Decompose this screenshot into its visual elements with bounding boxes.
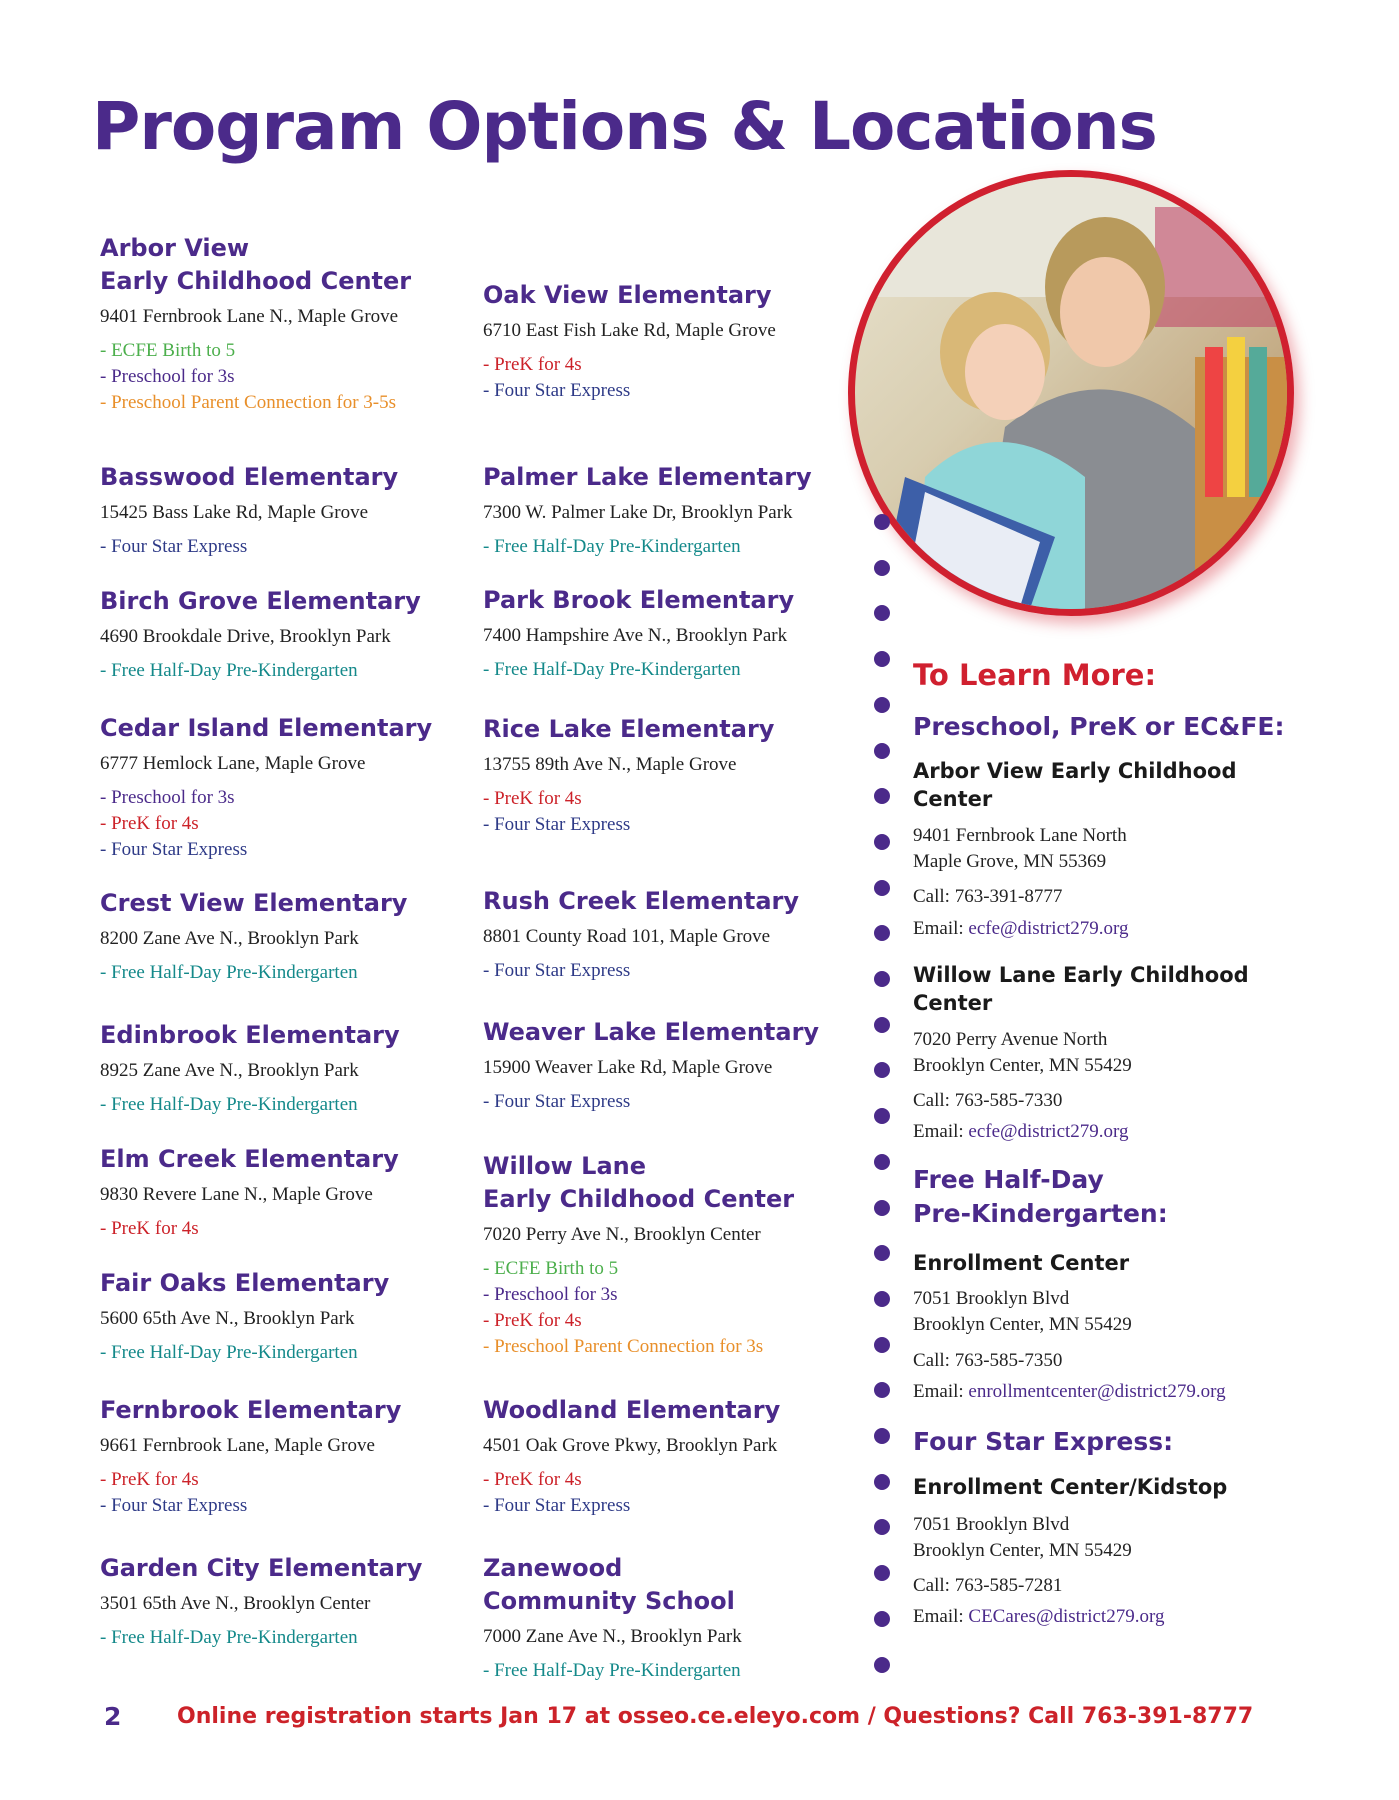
program-item: - Four Star Express [100,536,248,557]
location-name: Basswood Elementary [100,463,399,491]
location-name: Birch Grove Elementary [100,587,421,615]
program-item: - Free Half-Day Pre-Kindergarten [100,1094,358,1115]
program-item: - Preschool for 3s [100,787,235,808]
program-list [100,1340,480,1366]
bullet-dot-icon [874,1565,890,1581]
program-item: - Free Half-Day Pre-Kindergarten [100,1627,358,1648]
location-address: 15900 Weaver Lake Rd, Maple Grove [483,1057,773,1078]
program-list [100,960,480,986]
location-entry [483,885,863,984]
location-entry [100,461,480,560]
location-entry [100,1394,480,1519]
contact-phone: Call: 763-585-7330 [913,1090,1063,1111]
contact-address-line2: Brooklyn Center, MN 55429 [913,1055,1132,1076]
bullet-dot-icon [874,560,890,576]
bullet-dot-icon [874,1428,890,1444]
contact-email-row [913,1119,1129,1145]
bullet-dot-icon [874,1382,890,1398]
location-entry [483,1394,863,1519]
contact-address-line2: Maple Grove, MN 55369 [913,851,1107,872]
program-item: - Four Star Express [483,380,631,401]
bullet-dot-icon [874,925,890,941]
contact-phone: Call: 763-585-7281 [913,1575,1063,1596]
email-label: Email: [913,1381,969,1402]
bullet-dot-icon [874,880,890,896]
location-address: 9830 Revere Lane N., Maple Grove [100,1184,373,1205]
contact-phone: Call: 763-391-8777 [913,886,1063,907]
bullet-dot-icon [874,1519,890,1535]
location-address: 4690 Brookdale Drive, Brooklyn Park [100,626,391,647]
contact-address-line2: Brooklyn Center, MN 55429 [913,1540,1132,1561]
contact-address-line2: Brooklyn Center, MN 55429 [913,1314,1132,1335]
location-address: 9661 Fernbrook Lane, Maple Grove [100,1435,375,1456]
location-entry [483,1016,863,1115]
program-list [483,1089,863,1115]
bullet-dot-icon [874,651,890,667]
email-link[interactable]: CECares@district279.org [968,1606,1165,1627]
location-entry [483,584,863,683]
program-item: - ECFE Birth to 5 [100,340,236,361]
location-name: Fair Oaks Elementary [100,1269,390,1297]
program-item: - Preschool for 3s [100,366,235,387]
location-address: 9401 Fernbrook Lane N., Maple Grove [100,306,399,327]
location-address: 8801 County Road 101, Maple Grove [483,926,771,947]
contact-email-row [913,1379,1226,1405]
location-address: 3501 65th Ave N., Brooklyn Center [100,1593,371,1614]
location-address: 6710 East Fish Lake Rd, Maple Grove [483,320,776,341]
bullet-dot-icon [874,1017,890,1033]
email-link[interactable]: ecfe@district279.org [968,1121,1129,1142]
location-name: Willow Lane Early Childhood Center [483,1152,795,1213]
program-item: - Four Star Express [100,1495,248,1516]
program-item: - Preschool Parent Connection for 3s [483,1336,764,1357]
location-entry [100,1552,480,1651]
program-item: - PreK for 4s [100,1218,199,1239]
location-name: Zanewood Community School [483,1554,735,1615]
location-address: 4501 Oak Grove Pkwy, Brooklyn Park [483,1435,778,1456]
program-item: - Four Star Express [483,814,631,835]
program-item: - Four Star Express [483,1495,631,1516]
location-entry [100,1143,480,1242]
program-list [100,1625,480,1651]
email-label: Email: [913,918,969,939]
photo-mother-reading-to-child [848,170,1294,616]
program-list [100,658,480,684]
location-name: Edinbrook Elementary [100,1021,400,1049]
program-list [100,534,480,560]
location-entry [100,585,480,684]
bullet-dot-icon [874,834,890,850]
bullet-dot-icon [874,1474,890,1490]
email-label: Email: [913,1121,969,1142]
bullet-dot-icon [874,1245,890,1261]
program-item: - PreK for 4s [483,1310,582,1331]
program-item: - Four Star Express [100,839,248,860]
location-address: 8925 Zane Ave N., Brooklyn Park [100,1060,359,1081]
program-item: - Free Half-Day Pre-Kindergarten [100,1342,358,1363]
program-list [483,786,863,838]
program-list [100,785,480,863]
location-name: Fernbrook Elementary [100,1396,402,1424]
location-entry [483,279,863,404]
program-list [100,1092,480,1118]
location-address: 6777 Hemlock Lane, Maple Grove [100,753,366,774]
program-item: - PreK for 4s [100,813,199,834]
contact-name: Enrollment Center/Kidstop [913,1475,1228,1499]
bullet-dot-icon [874,1200,890,1216]
section-heading-free-half-day: Free Half-Day Pre-Kindergarten: [913,1165,1168,1228]
location-name: Crest View Elementary [100,889,408,917]
location-entry [100,712,480,863]
bullet-dot-icon [874,1611,890,1627]
program-item: - Free Half-Day Pre-Kindergarten [483,659,741,680]
email-label: Email: [913,1606,969,1627]
program-list [483,657,863,683]
program-item: - PreK for 4s [483,354,582,375]
footer-registration-note: Online registration starts Jan 17 at osseo.ce.eleyo.com / Questions? Call 763-391-8777 [177,1704,1254,1729]
program-item: - Four Star Express [483,960,631,981]
program-list [100,338,480,416]
bullet-dot-icon [874,1337,890,1353]
learn-more-heading: To Learn More: [913,658,1157,692]
location-entry [483,713,863,838]
program-list [483,1658,863,1684]
program-item: - Preschool Parent Connection for 3-5s [100,392,397,413]
location-address: 7000 Zane Ave N., Brooklyn Park [483,1626,742,1647]
contact-address-line1: 7020 Perry Avenue North [913,1029,1108,1050]
contact-address-line1: 9401 Fernbrook Lane North [913,825,1127,846]
program-list [483,352,863,404]
bullet-dot-icon [874,788,890,804]
program-item: - Free Half-Day Pre-Kindergarten [100,660,358,681]
contact-address-line1: 7051 Brooklyn Blvd [913,1288,1070,1309]
location-name: Garden City Elementary [100,1554,423,1582]
section-heading-four-star: Four Star Express: [913,1427,1174,1456]
contact-name: Arbor View Early Childhood Center [913,759,1237,811]
bullet-dot-icon [874,1657,890,1673]
program-item: - PreK for 4s [483,1469,582,1490]
location-name: Cedar Island Elementary [100,714,433,742]
program-list [483,958,863,984]
program-item: - Four Star Express [483,1091,631,1112]
program-list [483,1467,863,1519]
location-name: Weaver Lake Elementary [483,1018,820,1046]
location-address: 15425 Bass Lake Rd, Maple Grove [100,502,369,523]
bullet-dot-icon [874,743,890,759]
location-entry [100,1019,480,1118]
program-list [100,1216,480,1242]
email-link[interactable]: enrollmentcenter@district279.org [968,1381,1226,1402]
contact-phone: Call: 763-585-7350 [913,1350,1063,1371]
location-name: Palmer Lake Elementary [483,463,812,491]
bullet-dot-icon [874,514,890,530]
program-item: - PreK for 4s [483,788,582,809]
location-address: 13755 89th Ave N., Maple Grove [483,754,737,775]
location-name: Rice Lake Elementary [483,715,775,743]
location-entry [483,1150,863,1360]
contact-name: Enrollment Center [913,1251,1130,1275]
page-number: 2 [104,1702,122,1731]
bullet-dot-icon [874,1108,890,1124]
contact-email-row [913,1604,1164,1630]
email-link[interactable]: ecfe@district279.org [968,918,1129,939]
bullet-dot-icon [874,1154,890,1170]
location-name: Park Brook Elementary [483,586,795,614]
location-address: 7300 W. Palmer Lake Dr, Brooklyn Park [483,502,793,523]
location-address: 8200 Zane Ave N., Brooklyn Park [100,928,359,949]
program-item: - Free Half-Day Pre-Kindergarten [483,1660,741,1681]
location-name: Woodland Elementary [483,1396,781,1424]
contact-name: Willow Lane Early Childhood Center [913,963,1249,1015]
program-list [483,534,863,560]
location-entry [100,232,480,416]
section-heading-preschool: Preschool, PreK or EC&FE: [913,712,1285,741]
program-item: - Preschool for 3s [483,1284,618,1305]
location-entry [483,461,863,560]
bullet-dot-icon [874,1062,890,1078]
location-entry [100,887,480,986]
program-item: - Free Half-Day Pre-Kindergarten [100,962,358,983]
bullet-dot-icon [874,697,890,713]
program-item: - Free Half-Day Pre-Kindergarten [483,536,741,557]
location-entry [483,1552,863,1684]
location-name: Arbor View Early Childhood Center [100,234,412,295]
program-item: - ECFE Birth to 5 [483,1258,619,1279]
program-list [100,1467,480,1519]
contact-address-line1: 7051 Brooklyn Blvd [913,1514,1070,1535]
location-address: 5600 65th Ave N., Brooklyn Park [100,1308,355,1329]
bullet-dot-icon [874,1291,890,1307]
program-list [483,1256,863,1360]
location-address: 7400 Hampshire Ave N., Brooklyn Park [483,625,788,646]
contact-email-row [913,916,1129,942]
program-item: - PreK for 4s [100,1469,199,1490]
bullet-dot-icon [874,971,890,987]
location-name: Elm Creek Elementary [100,1145,399,1173]
bullet-dot-icon [874,605,890,621]
location-name: Oak View Elementary [483,281,772,309]
location-name: Rush Creek Elementary [483,887,800,915]
location-address: 7020 Perry Ave N., Brooklyn Center [483,1224,761,1245]
location-entry [100,1267,480,1366]
page-title: Program Options & Locations [92,88,1157,165]
